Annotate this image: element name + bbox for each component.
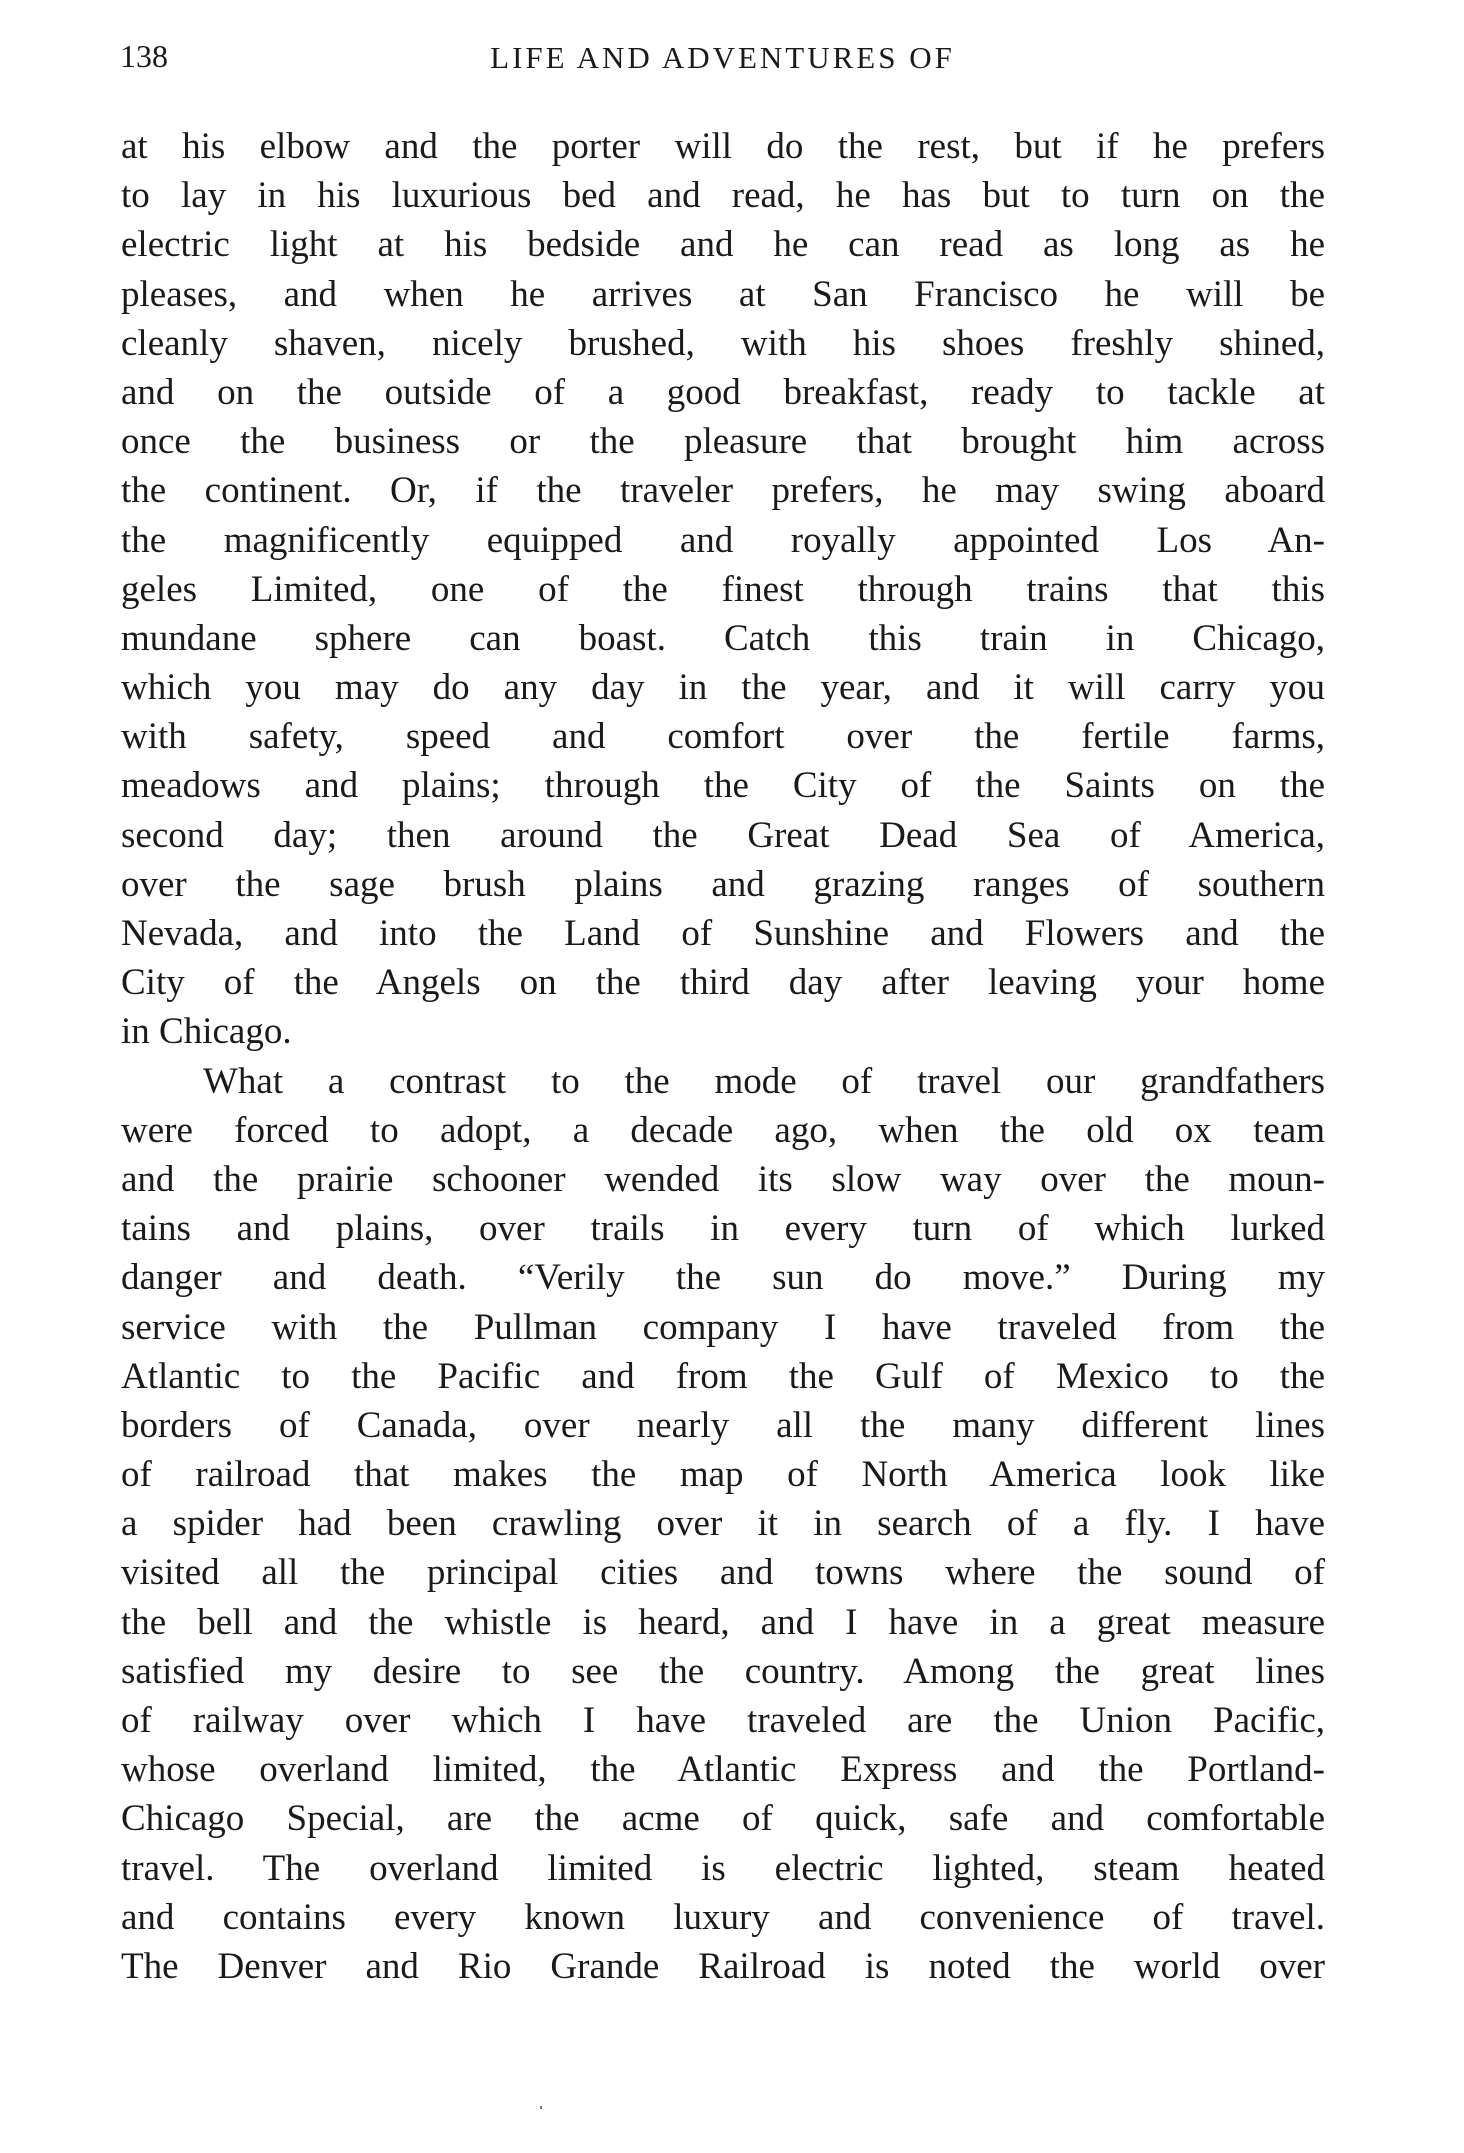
text-line: Atlantic to the Pacific and from the Gulf of Mexico to the: [121, 1355, 1325, 1397]
text-line: danger and death. “Verily the sun do move.” During my: [121, 1257, 1325, 1299]
text-line: at his elbow and the porter will do the rest, but if he prefers: [121, 126, 1325, 167]
text-line: and the prairie schooner wended its slow way over the moun-: [121, 1158, 1325, 1200]
text-line: travel. The overland limited is electric lighted, steam heated: [121, 1847, 1325, 1889]
text-line: service with the Pullman company I have traveled from the: [121, 1306, 1325, 1348]
running-title: LIFE AND ADVENTURES OF: [490, 40, 955, 75]
text-line: in Chicago.: [121, 1011, 292, 1053]
text-line: tains and plains, over trails in every turn of which lurked: [121, 1208, 1325, 1250]
text-line: the continent. Or, if the traveler prefers, he may swing aboard: [121, 470, 1325, 512]
text-line: electric light at his bedside and he can read as long as he: [121, 224, 1325, 266]
text-line: mundane sphere can boast. Catch this train in Chicago,: [121, 617, 1325, 659]
text-line: City of the Angels on the third day after leaving your home: [121, 962, 1325, 1004]
text-line: which you may do any day in the year, and it will carry you: [121, 667, 1325, 709]
text-line: visited all the principal cities and towns where the sound of: [121, 1552, 1325, 1594]
text-line: the magnificently equipped and royally appointed Los An-: [121, 519, 1325, 561]
text-line: geles Limited, one of the finest through trains that this: [121, 568, 1325, 610]
text-line: second day; then around the Great Dead Sea of America,: [121, 814, 1325, 856]
text-line: whose overland limited, the Atlantic Express and the Portland-: [121, 1749, 1325, 1791]
text-line: cleanly shaven, nicely brushed, with his shoes freshly shined,: [121, 322, 1325, 364]
text-line: over the sage brush plains and grazing ranges of southern: [121, 863, 1325, 905]
body-text: [121, 122, 1325, 1991]
text-line: of railroad that makes the map of North America look like: [121, 1454, 1325, 1496]
text-line: a spider had been crawling over it in search of a fly. I have: [121, 1503, 1325, 1545]
text-line: of railway over which I have traveled are the Union Pacific,: [121, 1700, 1325, 1741]
text-line: Chicago Special, are the acme of quick, safe and comfortable: [121, 1798, 1325, 1840]
page-header: [120, 38, 1325, 88]
text-line: satisfied my desire to see the country. Among the great lines: [121, 1650, 1325, 1692]
text-line: to lay in his luxurious bed and read, he has but to turn on the: [121, 175, 1325, 217]
paragraph: [121, 122, 1325, 1057]
text-line: pleases, and when he arrives at San Francisco he will be: [121, 273, 1325, 315]
text-line: were forced to adopt, a decade ago, when the old ox team: [121, 1109, 1325, 1151]
print-speck: [540, 2106, 542, 2109]
text-line: Nevada, and into the Land of Sunshine and Flowers and the: [121, 913, 1325, 954]
text-line: meadows and plains; through the City of the Saints on the: [121, 765, 1325, 807]
text-line: borders of Canada, over nearly all the many different lines: [121, 1404, 1325, 1446]
paragraph: [121, 1057, 1325, 1992]
text-line: the bell and the whistle is heard, and I have in a great measure: [121, 1601, 1325, 1643]
text-line: once the business or the pleasure that brought him across: [121, 421, 1325, 463]
text-line: The Denver and Rio Grande Railroad is noted the world over: [121, 1945, 1325, 1987]
text-line: and on the outside of a good breakfast, ready to tackle at: [121, 371, 1325, 413]
page-number: 138: [120, 38, 168, 74]
text-line: and contains every known luxury and convenience of travel.: [121, 1896, 1325, 1938]
text-line: What a contrast to the mode of travel our grandfathers: [203, 1060, 1325, 1102]
text-line: with safety, speed and comfort over the fertile farms,: [121, 716, 1325, 758]
